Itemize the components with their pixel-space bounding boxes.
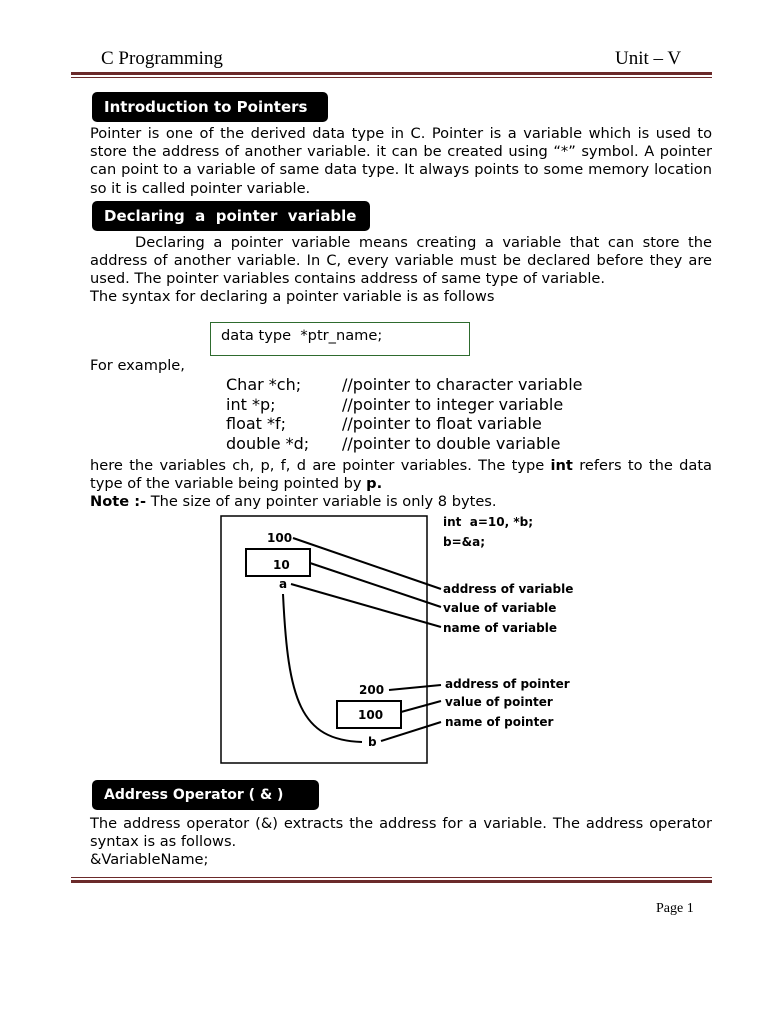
syntax-intro: The syntax for declaring a pointer variable is as follows [90, 288, 495, 305]
syntax-code: data type *ptr_name; [221, 327, 383, 344]
footer-rule [71, 880, 712, 883]
pointer-to-variable-curve [283, 594, 362, 742]
explanation-bold-int: int [550, 457, 573, 474]
address-operator-syntax: &VariableName; [90, 851, 209, 868]
example-comment: //pointer to double variable [342, 434, 561, 453]
label-name-of-variable: name of variable [443, 621, 557, 635]
example-code: double *d; [226, 434, 310, 453]
label-value-of-pointer: value of pointer [445, 695, 553, 709]
label-address-of-pointer: address of pointer [445, 677, 570, 691]
leader-line-address-pointer [389, 685, 441, 690]
label-name-of-pointer: name of pointer [445, 715, 554, 729]
section-heading-introduction: Introduction to Pointers [92, 92, 328, 122]
leader-line-value-variable [310, 563, 441, 607]
leader-line-value-pointer [401, 701, 441, 712]
variable-name: a [279, 577, 288, 591]
diagram-frame [221, 516, 427, 763]
section-heading-address-operator: Address Operator ( & ) [92, 780, 319, 810]
leader-line-name-variable [291, 584, 441, 627]
leader-line-name-pointer [381, 722, 441, 741]
explanation-text: here the variables ch, p, f, d are pointer variables. The type [90, 457, 551, 474]
variable-address: 100 [267, 531, 293, 545]
pointer-value: 100 [358, 708, 384, 722]
explanation-text-cont: refers to the data type of the variable being pointed by [90, 457, 712, 493]
document-header-unit: Unit – V [615, 48, 682, 69]
footer-rule-thin [71, 877, 712, 878]
example-comment: //pointer to character variable [342, 375, 583, 394]
example-comment: //pointer to float variable [342, 414, 542, 433]
page-number: Page 1 [656, 901, 694, 916]
diagram-code-line-2: b=&a; [443, 535, 486, 549]
example-label: For example, [90, 357, 185, 374]
section-heading-declaring: Declaring a pointer variable [92, 201, 370, 231]
variable-value: 10 [273, 558, 290, 572]
pointer-address: 200 [359, 683, 385, 697]
example-code: float *f; [226, 414, 287, 433]
diagram-code-line-1: int a=10, *b; [443, 515, 533, 529]
explanation-bold-p: p. [366, 475, 383, 493]
note-text: The size of any pointer variable is only 8 bytes. [146, 493, 497, 510]
pointer-name: b [368, 735, 377, 749]
note-label: Note :- [90, 493, 147, 510]
document-header-title: C Programming [101, 48, 223, 69]
example-comment: //pointer to integer variable [342, 395, 564, 414]
address-operator-paragraph: The address operator (&) extracts the address for a variable. The address operator syntax is as follows. [90, 815, 712, 851]
label-address-of-variable: address of variable [443, 582, 574, 596]
example-code: int *p; [226, 395, 276, 414]
label-value-of-variable: value of variable [443, 601, 557, 615]
example-code: Char *ch; [226, 375, 302, 394]
declaring-paragraph: Declaring a pointer variable means creating a variable that can store the address of another variable. In C, every variable must be declared before they are used. The pointer variables contains address of same type of variable. [90, 234, 712, 288]
introduction-paragraph: Pointer is one of the derived data type in C. Pointer is a variable which is used to store the address of another variable. it can be created using “*” symbol. A pointer can point to a variable of same data type. It always points to some memory location so it is called pointer variable. [90, 125, 712, 197]
